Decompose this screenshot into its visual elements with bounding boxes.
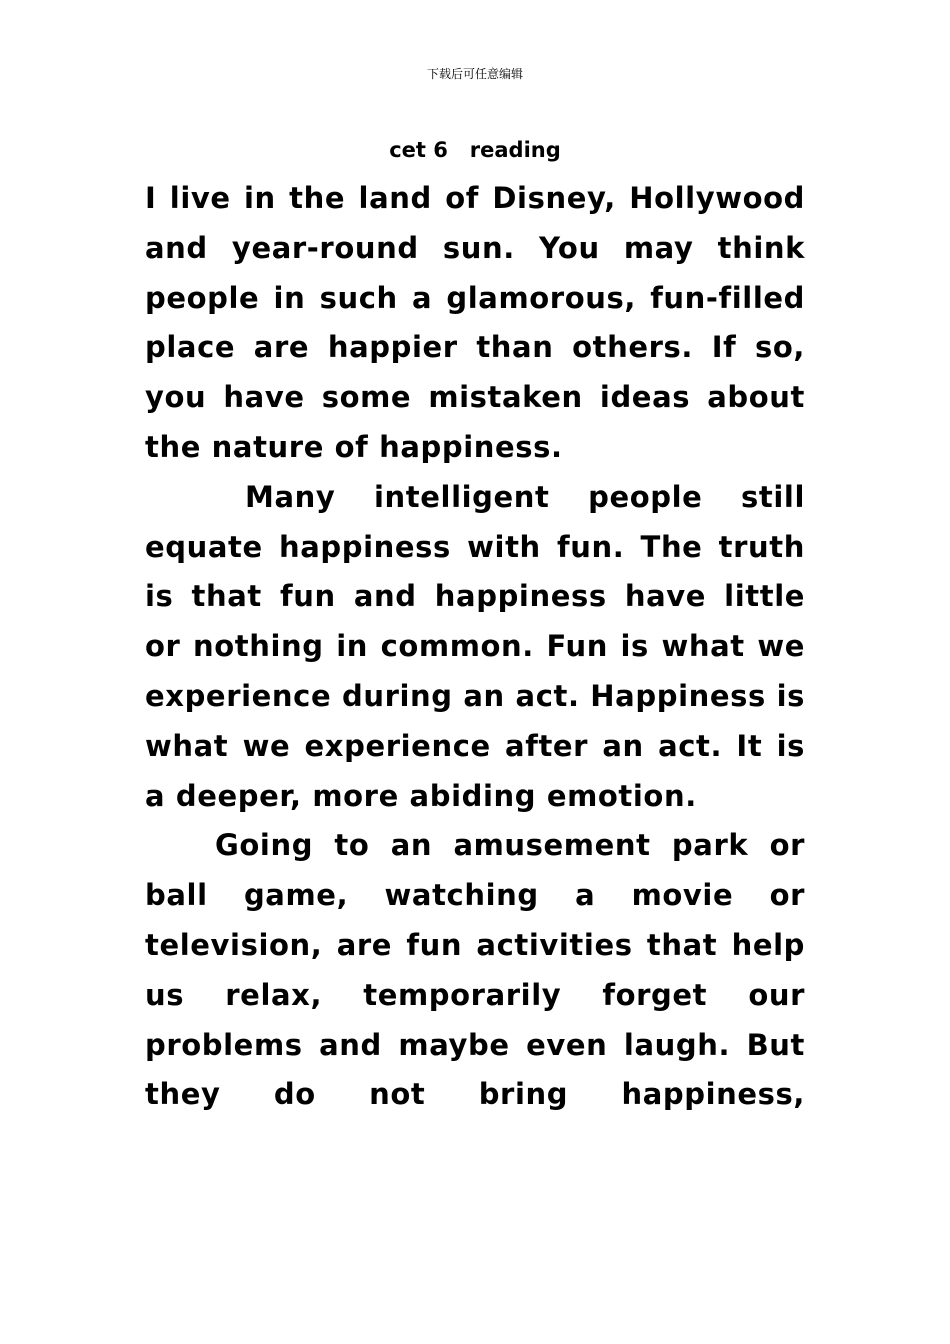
paragraph: I live in the land of Disney, Hollywood and year-round sun. You may think people in such a glamorous, fun-filled place are happier than others. If so, you have some mistaken ideas about the nature of happiness.: [145, 181, 805, 464]
header-note: 下载后可任意编辑: [426, 67, 523, 81]
document-title: cet 6 reading: [389, 138, 561, 162]
paragraph: Many intelligent people still equate happiness with fun. The truth is that fun and happiness have little or nothing in common. Fun is what we experience during an act. Happiness is what we experience after an act. It is a deeper, more abiding emotion.: [145, 479, 805, 813]
paragraph: Going to an amusement park or ball game, watching a movie or television, are fun activities that help us relax, temporarily forget our problems and maybe even laugh. But they do not bring happiness,: [145, 828, 805, 1112]
document-body: [145, 174, 805, 1120]
